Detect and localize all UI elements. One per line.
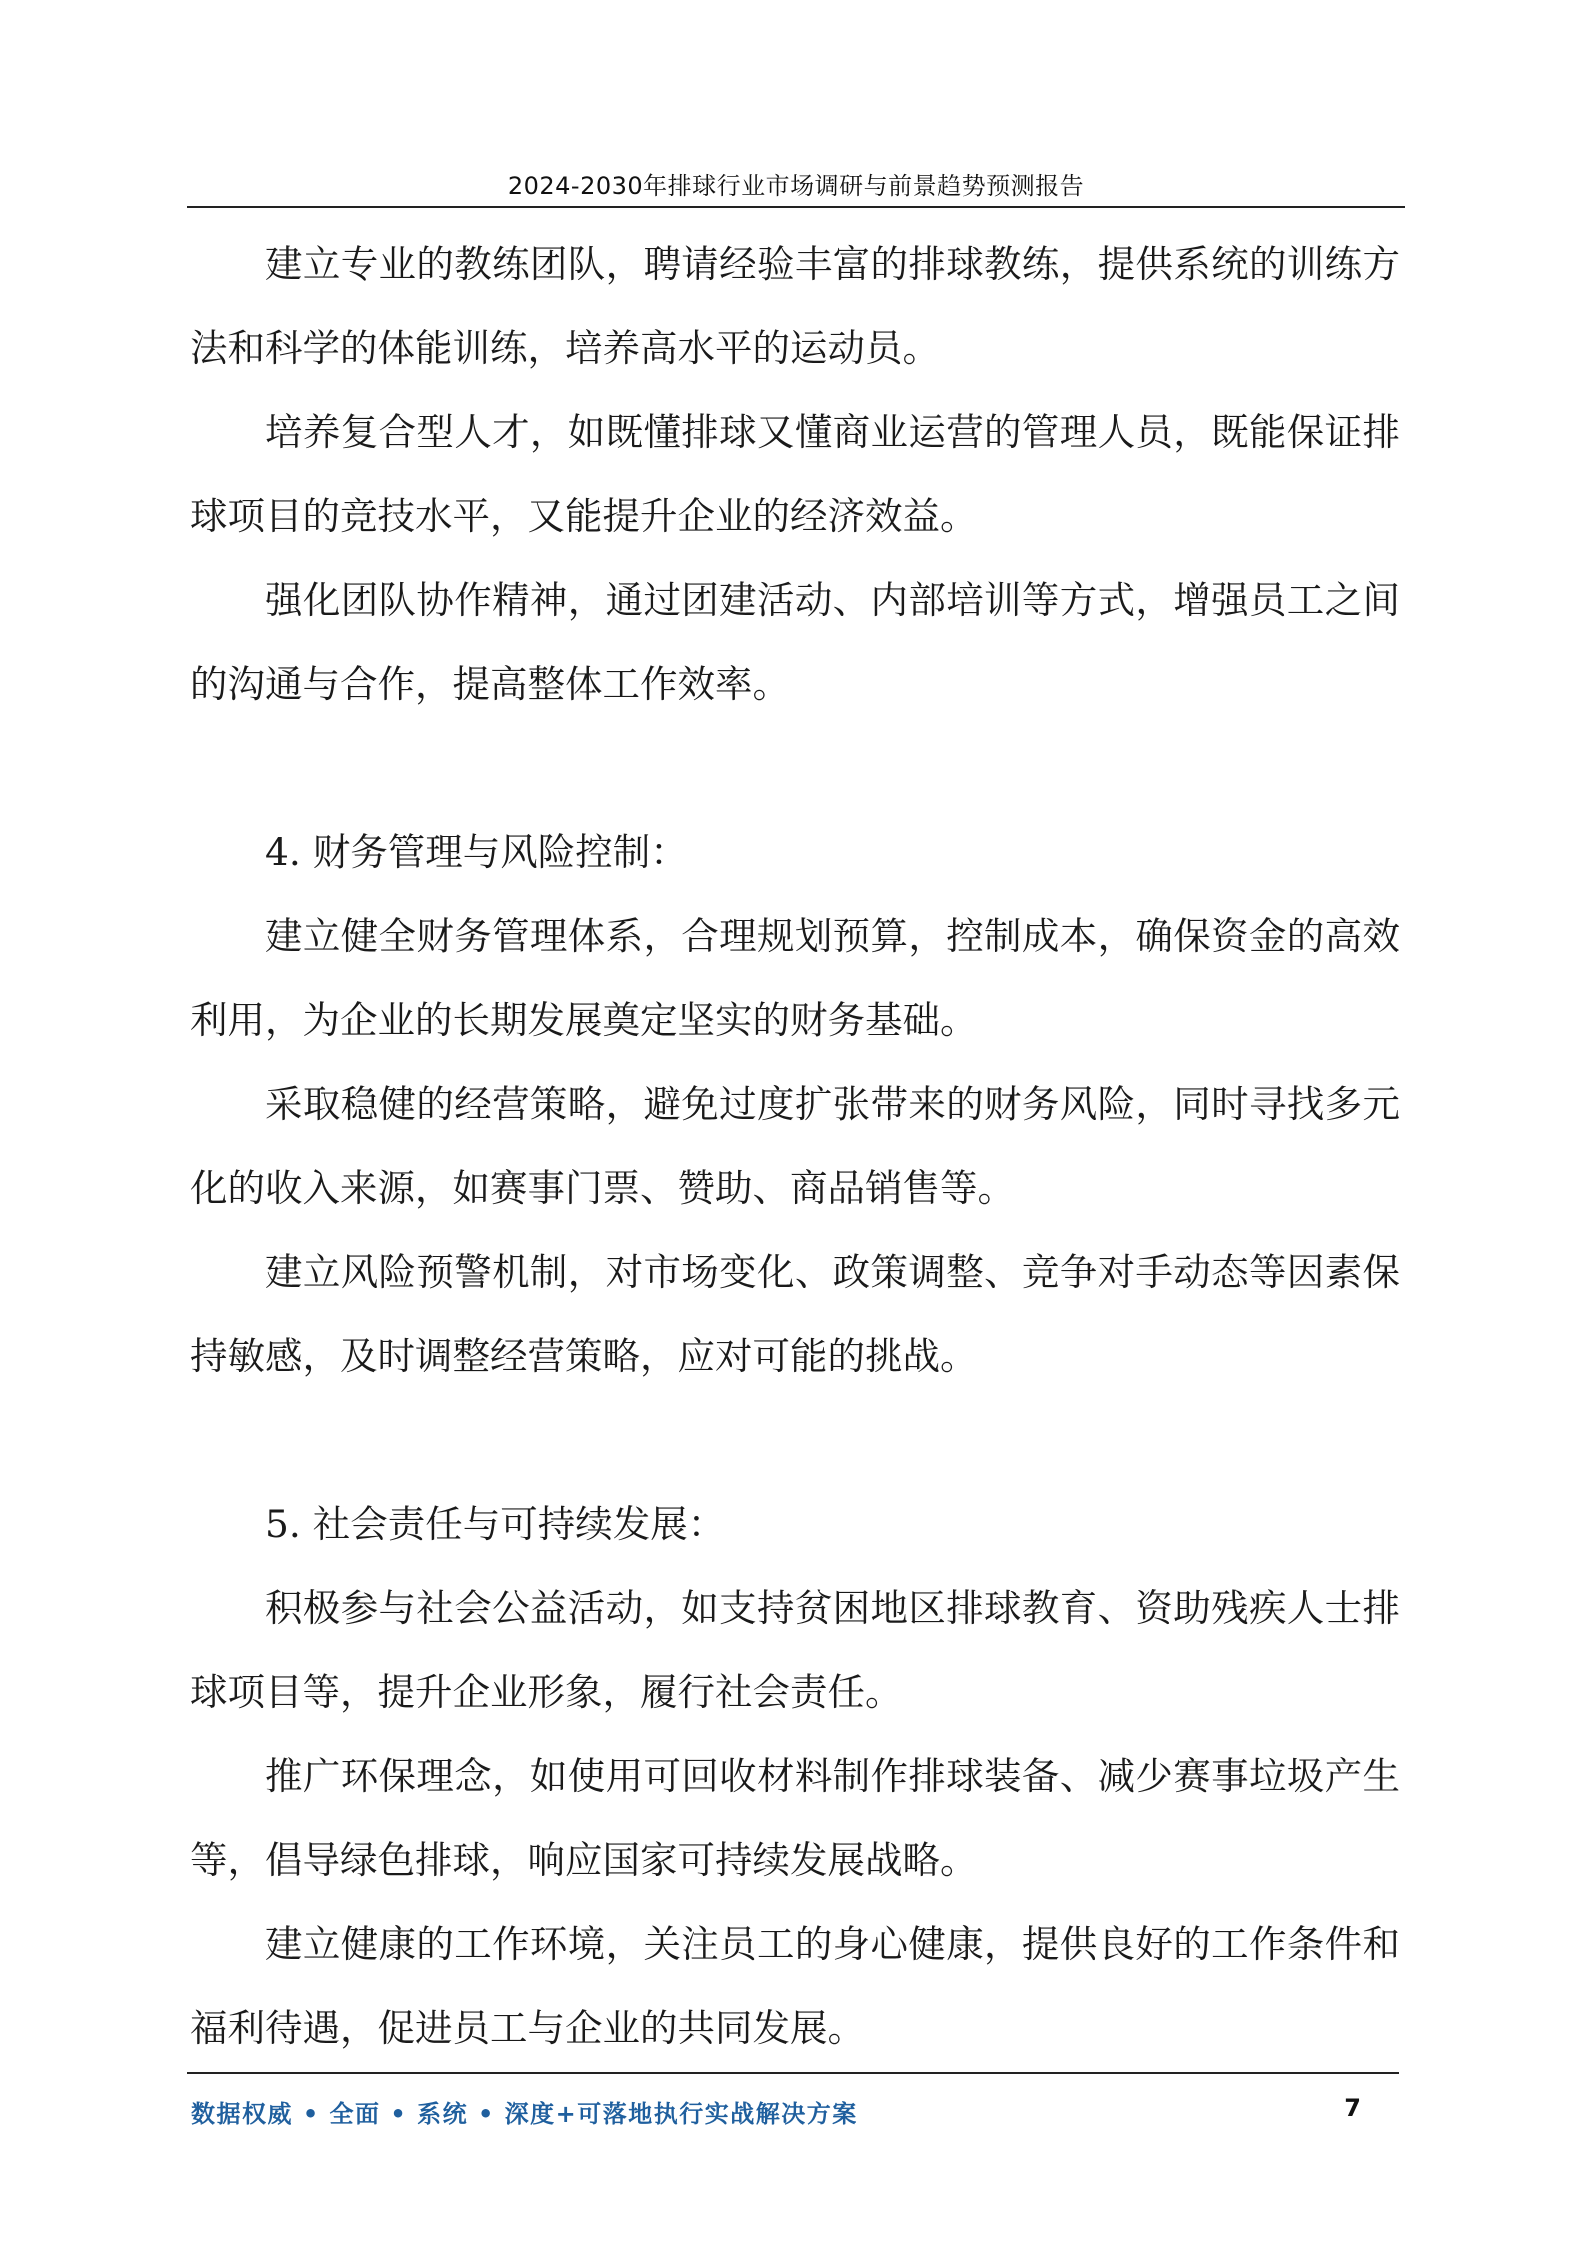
paragraph-composite-talent: 培养复合型人才，如既懂排球又懂商业运营的管理人员，既能保证排球项目的竞技水平，又能提升企业的经济效益。 <box>190 410 1400 538</box>
paragraph-team-spirit: 强化团队协作精神，通过团建活动、内部培训等方式，增强员工之间的沟通与合作，提高整体工作效率。 <box>190 578 1400 706</box>
section-spacer <box>190 1398 1400 1482</box>
paragraph-public-welfare: 积极参与社会公益活动，如支持贫困地区排球教育、资助残疾人士排球项目等，提升企业形象，履行社会责任。 <box>190 1586 1400 1714</box>
paragraph-risk-warning: 建立风险预警机制，对市场变化、政策调整、竞争对手动态等因素保持敏感，及时调整经营策略，应对可能的挑战。 <box>190 1250 1400 1378</box>
page-number: 7 <box>1344 2094 1361 2122</box>
paragraph-environment: 推广环保理念，如使用可回收材料制作排球装备、减少赛事垃圾产生等，倡导绿色排球，响应国家可持续发展战略。 <box>190 1754 1400 1882</box>
report-title: 2024-2030年排球行业市场调研与前景趋势预测报告 <box>507 172 1085 200</box>
paragraph-steady-strategy: 采取稳健的经营策略，避免过度扩张带来的财务风险，同时寻找多元化的收入来源，如赛事门票、赞助、商品销售等。 <box>190 1082 1400 1210</box>
paragraph-work-environment: 建立健康的工作环境，关注员工的身心健康，提供良好的工作条件和福利待遇，促进员工与企业的共同发展。 <box>190 1922 1400 2050</box>
page-content <box>190 222 1400 2070</box>
page-header <box>187 160 1405 208</box>
paragraph-finance-system: 建立健全财务管理体系，合理规划预算，控制成本，确保资金的高效利用，为企业的长期发展奠定坚实的财务基础。 <box>190 914 1400 1042</box>
section-heading-finance: 4. 财务管理与风险控制： <box>265 830 688 874</box>
footer-slogan: 数据权威 • 全面 • 系统 • 深度+可落地执行实战解决方案 <box>191 2100 858 2128</box>
section-spacer <box>190 726 1400 810</box>
page-footer <box>187 2072 1399 2134</box>
paragraph-coach-team: 建立专业的教练团队，聘请经验丰富的排球教练，提供系统的训练方法和科学的体能训练，培养高水平的运动员。 <box>190 242 1400 370</box>
section-heading-social-responsibility: 5. 社会责任与可持续发展： <box>265 1502 726 1546</box>
